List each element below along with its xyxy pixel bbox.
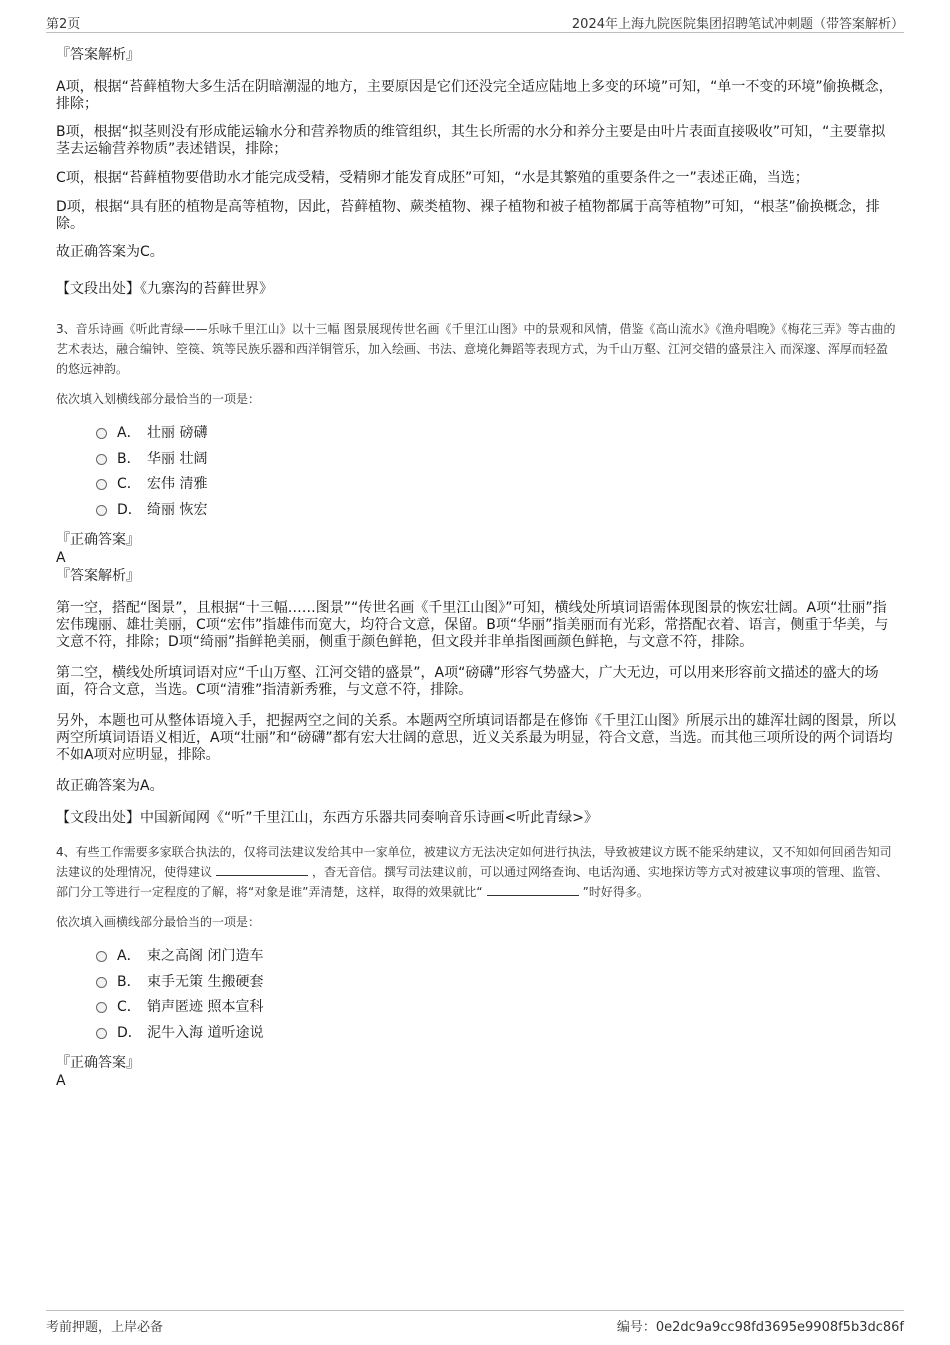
- q4-answer: A: [56, 1073, 66, 1089]
- radio-icon[interactable]: [96, 1028, 107, 1039]
- q3-analysis-label: 『答案解析』: [56, 568, 140, 584]
- q4-options: [96, 944, 896, 1046]
- q4-prompt: 依次填入画横线部分最恰当的一项是：: [56, 915, 261, 929]
- q3-conclusion: 故正确答案为A。: [56, 778, 164, 794]
- option-text: 绮丽 恢宏: [147, 501, 208, 518]
- option-text: 壮丽 磅礴: [147, 425, 208, 441]
- q3-option-d[interactable]: [96, 498, 896, 524]
- q2-conclusion: 故正确答案为C。: [56, 244, 164, 260]
- radio-icon[interactable]: [96, 454, 107, 465]
- q3-stem: 3、音乐诗画《听此青绿——乐咏千里江山》以十三幅 图景展现传世名画《千里江山图》中的景观和风情，借鉴《高山流水》《渔舟唱晚》《梅花三弄》等古曲的艺术表达，融合编钟、箜篌、筑等民族乐器和西洋铜管乐，加入绘画、书法、意境化舞蹈等表现方式，为千山万壑、江河交错的盛景注入 而深邃、浑厚而轻盈的悠远神韵。: [56, 322, 896, 376]
- q3-answer-label: 『正确答案』: [56, 532, 140, 548]
- radio-icon[interactable]: [96, 951, 107, 962]
- q2-analysis-b: B项，根据“拟茎则没有形成能运输水分和营养物质的维管组织，其生长所需的水分和养分主要是由叶片表面直接吸收”可知，“主要靠拟茎去运输营养物质”表述错误，排除；: [56, 124, 886, 157]
- q4-option-b[interactable]: [96, 970, 896, 996]
- option-letter: A．: [117, 948, 141, 964]
- q3-option-a[interactable]: [96, 421, 896, 447]
- radio-icon[interactable]: [96, 1002, 107, 1013]
- q3-analysis-1: 第一空，搭配“图景”，且根据“十三幅……图景”“传世名画《千里江山图》”可知，横线处所填词语需体现图景的恢宏壮阔。A项“壮丽”指宏伟瑰丽、雄壮美丽，C项“宏伟”指雄伟而宽大，均符合文意，保留。B项“华丽”指美丽而有光彩，常搭配衣着、语言，侧重于华美，与文意不符，排除；D项“绮丽”指鲜艳美丽，侧重于颜色鲜艳，但文段并非单指图画颜色鲜艳，与文意不符，排除。: [56, 600, 889, 650]
- option-text: 束手无策 生搬硬套: [147, 973, 264, 990]
- option-letter: B．: [117, 973, 141, 990]
- q3-options: [96, 421, 896, 523]
- option-letter: D．: [117, 501, 142, 518]
- q3-option-c[interactable]: [96, 472, 896, 498]
- option-text: 华丽 壮阔: [147, 450, 208, 467]
- q4-option-d[interactable]: [96, 1021, 896, 1047]
- option-text: 束之高阁 闭门造车: [147, 948, 264, 964]
- q2-source: 【文段出处】《九寨沟的苔藓世界》: [56, 281, 273, 297]
- q2-analysis-d: D项，根据“具有胚的植物是高等植物，因此，苔藓植物、蕨类植物、裸子植物和被子植物都属于高等植物”可知，“根茎”偷换概念，排除。: [56, 199, 880, 232]
- q4-stem-part3: ”时好得多。: [582, 885, 649, 899]
- radio-icon[interactable]: [96, 479, 107, 490]
- q3-option-b[interactable]: [96, 447, 896, 473]
- option-text: 泥牛入海 道听途说: [147, 1024, 264, 1041]
- option-text: 宏伟 清雅: [147, 476, 208, 492]
- q4-stem-part1: 4、有些工作需要多家联合执法的，仅将司法建议发给其中一家单位，被建议方无法决定如何进行执法，导致被建议方既不能采纳建议，又不知如何回函告知司法建议的处理情况，使得建议: [56, 845, 892, 879]
- q2-analysis-c: C项，根据“苔藓植物要借助水才能完成受精，受精卵才能发育成胚”可知，“水是其繁殖的重要条件之一”表述正确，当选；: [56, 170, 809, 186]
- main-content: [56, 46, 896, 1090]
- radio-icon[interactable]: [96, 977, 107, 988]
- option-letter: C．: [117, 476, 141, 492]
- q4-answer-label: 『正确答案』: [56, 1055, 140, 1071]
- q4-option-a[interactable]: [96, 944, 896, 970]
- q4-option-c[interactable]: [96, 995, 896, 1021]
- document-id: 编号：0e2dc9a9cc98fd3695e9908f5b3dc86f: [616, 1320, 904, 1335]
- footer-slogan: 考前押题，上岸必备: [46, 1320, 164, 1335]
- option-letter: B．: [117, 450, 141, 467]
- q4-stem: [56, 842, 896, 902]
- q2-analysis-a: A项，根据“苔藓植物大多生活在阴暗潮湿的地方，主要原因是它们还没完全适应陆地上多变的环境”可知，“单一不变的环境”偷换概念，排除；: [56, 79, 893, 112]
- page-number: 第2页: [46, 17, 81, 32]
- q3-analysis-2: 第二空，横线处所填词语对应“千山万壑、江河交错的盛景”，A项“磅礴”形容气势盛大，广大无边，可以用来形容前文描述的盛大的场面，符合文意，当选。C项“清雅”指清新秀雅，与文意不符，排除。: [56, 665, 879, 698]
- q3-source: 【文段出处】中国新闻网《“听”千里江山，东西方乐器共同奏响音乐诗画<听此青绿>》: [56, 810, 598, 826]
- radio-icon[interactable]: [96, 505, 107, 516]
- option-letter: A．: [117, 425, 141, 441]
- option-letter: C．: [117, 999, 141, 1015]
- q2-analysis-label: 『答案解析』: [56, 47, 140, 63]
- q3-analysis-3: 另外，本题也可从整体语境入手，把握两空之间的关系。本题两空所填词语都是在修饰《千里江山图》所展示出的雄浑壮阔的图景，所以两空所填词语语义相近，A项“壮丽”和“磅礴”都有宏大壮阔的意思，近义关系最为明显，符合文意，当选。而其他三项所设的两个词语均不如A项对应明显，排除。: [56, 713, 896, 763]
- answer-blank: [216, 863, 308, 876]
- q4-stem-part2: ，杳无音信。撰写司法建议前，可以通过网络查询、电话沟通、实地探访等方式对被建议事项的管理、监管、部门分工等进行一定程度的了解，将“对象是谁”弄清楚，这样，取得的效果就比“: [56, 865, 889, 899]
- document-title: 2024年上海九院医院集团招聘笔试冲刺题（带答案解析）: [571, 17, 904, 32]
- q3-answer: A: [56, 550, 66, 566]
- radio-icon[interactable]: [96, 428, 107, 439]
- option-letter: D．: [117, 1024, 142, 1041]
- page-header: [46, 10, 904, 33]
- page-footer: [46, 1310, 904, 1335]
- answer-blank: [487, 883, 579, 896]
- q3-prompt: 依次填入划横线部分最恰当的一项是：: [56, 392, 261, 406]
- option-text: 销声匿迹 照本宣科: [147, 999, 264, 1015]
